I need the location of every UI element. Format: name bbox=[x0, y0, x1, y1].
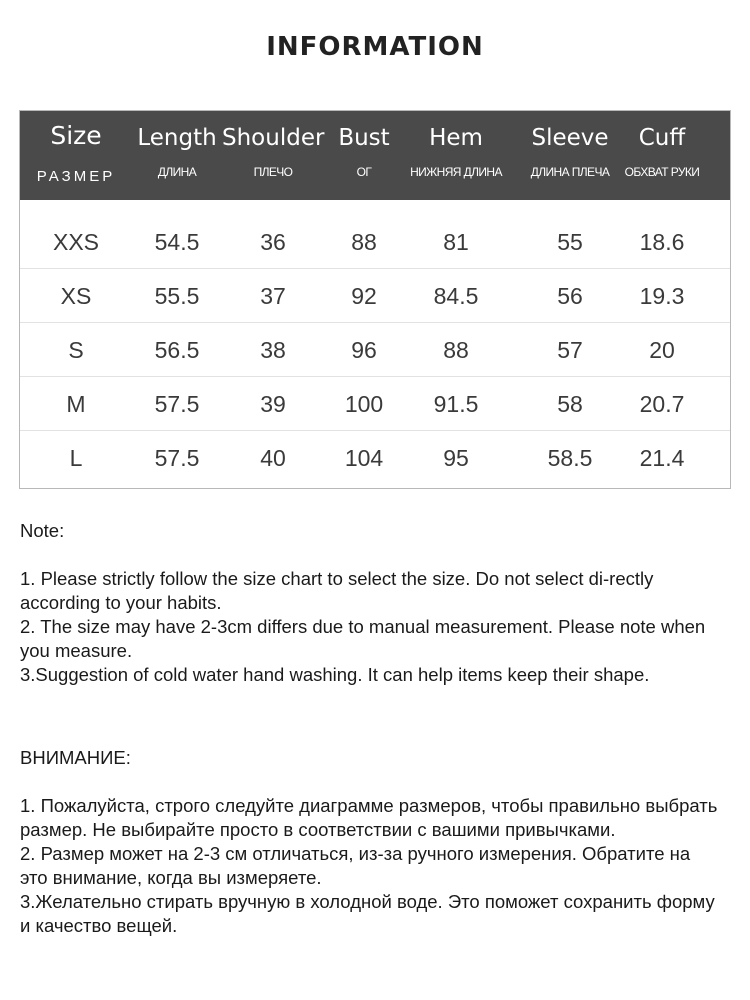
cell-sleeve: 55 bbox=[557, 229, 583, 255]
cell-cuff: 21.4 bbox=[639, 445, 685, 471]
header-shoulder bbox=[222, 111, 324, 200]
cell-sleeve: 57 bbox=[557, 337, 583, 363]
cell-bust: 92 bbox=[351, 283, 377, 309]
cell-size: M bbox=[66, 391, 86, 417]
cell-shoulder: 37 bbox=[260, 283, 286, 309]
header-shoulder-en: Shoulder bbox=[222, 125, 325, 151]
table-row bbox=[20, 215, 730, 269]
header-cuff-en: Cuff bbox=[638, 125, 686, 151]
notes-heading-en: Note: bbox=[20, 520, 65, 541]
cell-sleeve: 58 bbox=[557, 391, 583, 417]
cell-cuff: 18.6 bbox=[639, 229, 685, 255]
cell-length: 55.5 bbox=[154, 283, 200, 309]
cell-cuff: 20.7 bbox=[639, 391, 685, 417]
header-bust bbox=[324, 111, 404, 200]
cell-length: 56.5 bbox=[154, 337, 200, 363]
cell-sleeve: 58.5 bbox=[547, 445, 593, 471]
cell-cuff: 19.3 bbox=[639, 283, 685, 309]
cell-bust: 104 bbox=[344, 445, 384, 471]
cell-hem: 95 bbox=[443, 445, 469, 471]
russian-notes bbox=[20, 746, 720, 938]
cell-hem: 84.5 bbox=[433, 283, 479, 309]
cell-hem: 81 bbox=[443, 229, 469, 255]
header-hem bbox=[404, 111, 508, 200]
cell-shoulder: 40 bbox=[260, 445, 286, 471]
header-bust-ru: ОГ bbox=[356, 165, 372, 179]
cell-shoulder: 38 bbox=[260, 337, 286, 363]
cell-length: 57.5 bbox=[154, 445, 200, 471]
english-notes bbox=[20, 519, 720, 687]
blank-line bbox=[20, 770, 720, 794]
cell-bust: 100 bbox=[344, 391, 384, 417]
header-sleeve bbox=[520, 111, 620, 200]
table-row bbox=[20, 269, 730, 323]
cell-bust: 88 bbox=[351, 229, 377, 255]
cell-hem: 88 bbox=[443, 337, 469, 363]
cell-hem: 91.5 bbox=[433, 391, 479, 417]
cell-shoulder: 39 bbox=[260, 391, 286, 417]
table-row bbox=[20, 377, 730, 431]
blank-line bbox=[20, 543, 720, 567]
cell-cuff: 20 bbox=[649, 337, 675, 363]
header-cuff bbox=[620, 111, 704, 200]
header-length-en: Length bbox=[137, 125, 217, 151]
cell-size: XS bbox=[60, 283, 92, 309]
table-row bbox=[20, 323, 730, 377]
cell-size: L bbox=[69, 445, 83, 471]
cell-size: S bbox=[68, 337, 84, 363]
header-size-ru: РАЗМЕР bbox=[36, 168, 116, 185]
cell-length: 57.5 bbox=[154, 391, 200, 417]
note-item-en: 3.Suggestion of cold water hand washing. It can help items keep their shape. bbox=[20, 664, 650, 685]
header-size bbox=[20, 111, 132, 200]
cell-sleeve: 56 bbox=[557, 283, 583, 309]
note-item-ru: 1. Пожалуйста, строго следуйте диаграмме размеров, чтобы правильно выбрать размер. Не выбирайте просто в соответствии с вашими привычками. bbox=[20, 795, 718, 840]
header-cuff-ru: ОБХВАТ РУКИ bbox=[624, 165, 700, 179]
cell-bust: 96 bbox=[351, 337, 377, 363]
table-row bbox=[20, 431, 730, 485]
note-item-ru: 2. Размер может на 2-3 см отличаться, из-за ручного измерения. Обратите на это внимание, когда вы измеряете. bbox=[20, 843, 691, 888]
header-size-en: Size bbox=[50, 121, 102, 150]
header-sleeve-en: Sleeve bbox=[531, 125, 609, 151]
cell-size: XXS bbox=[52, 229, 100, 255]
notes-heading-ru: ВНИМАНИЕ: bbox=[20, 747, 131, 768]
header-bust-en: Bust bbox=[338, 125, 390, 151]
cell-length: 54.5 bbox=[154, 229, 200, 255]
size-chart-table bbox=[19, 110, 731, 489]
header-hem-ru: НИЖНЯЯ ДЛИНА bbox=[410, 165, 502, 179]
cell-shoulder: 36 bbox=[260, 229, 286, 255]
note-item-en: 2. The size may have 2-3cm differs due to manual measurement. Please note when you measure. bbox=[20, 616, 706, 661]
table-header bbox=[20, 111, 730, 200]
note-item-ru: 3.Желательно стирать вручную в холодной воде. Это поможет сохранить форму и качество вещей. bbox=[20, 891, 715, 936]
header-length bbox=[132, 111, 222, 200]
header-hem-en: Hem bbox=[429, 125, 483, 151]
page-title: INFORMATION bbox=[266, 32, 484, 62]
note-item-en: 1. Please strictly follow the size chart to select the size. Do not select di-rectly according to your habits. bbox=[20, 568, 654, 613]
header-length-ru: ДЛИНА bbox=[157, 165, 197, 179]
header-sleeve-ru: ДЛИНА ПЛЕЧА bbox=[530, 165, 610, 179]
header-shoulder-ru: ПЛЕЧО bbox=[253, 165, 293, 179]
